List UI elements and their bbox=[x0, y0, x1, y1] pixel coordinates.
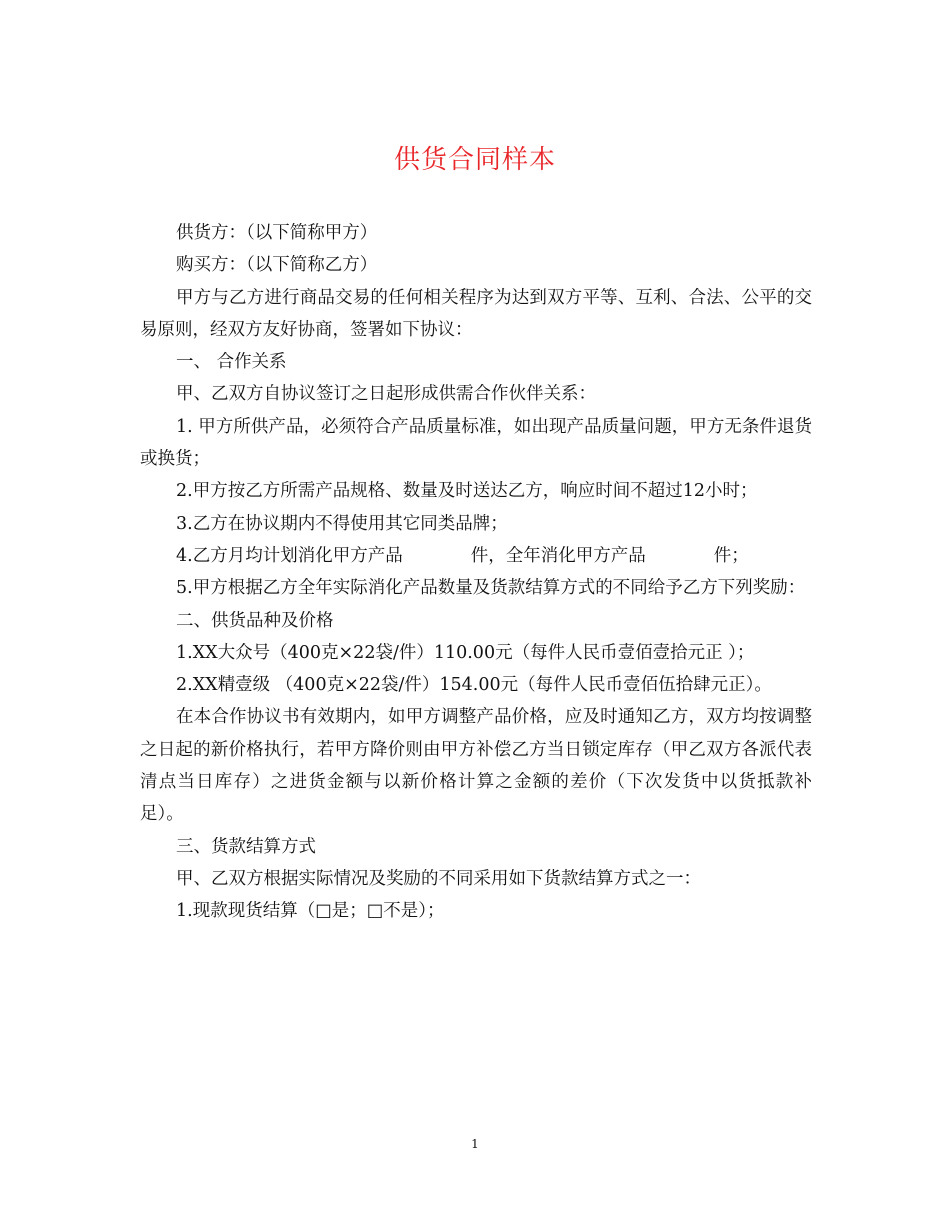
document-title: 供货合同样本 bbox=[393, 145, 556, 175]
page-number: 1 bbox=[471, 1137, 479, 1151]
item-4-part-c: 件； bbox=[713, 545, 749, 566]
section-2-heading: 二、供货品种及价格 bbox=[176, 610, 334, 631]
section-1-item-1: 1. 甲方所供产品，必须符合产品质量标准，如出现产品质量问题，甲方无条件退货或换货； bbox=[140, 416, 812, 470]
buyer-line: 购买方：（以下简称乙方） bbox=[176, 255, 378, 276]
item-4-part-a: 4.乙方月均计划消化甲方产品 bbox=[176, 545, 403, 566]
section-1-heading: 一、 合作关系 bbox=[176, 352, 287, 373]
section-3-heading: 三、货款结算方式 bbox=[176, 836, 316, 857]
section-1-lead: 甲、乙双方自协议签订之日起形成供需合作伙伴关系： bbox=[176, 384, 596, 405]
section-1-item-4 bbox=[140, 540, 812, 572]
supplier-line: 供货方：（以下简称甲方） bbox=[176, 223, 378, 243]
document-body bbox=[140, 217, 812, 928]
section-1-item-5: 5.甲方根据乙方全年实际消化产品数量及货款结算方式的不同给予乙方下列奖励： bbox=[176, 578, 806, 599]
section-2-item-2: 2.XX精壹级 （400克×22袋/件）154.00元（每件人民币壹佰伍拾肆元正）。 bbox=[176, 675, 772, 696]
section-2-item-1: 1.XX大众号（400克×22袋/件）110.00元（每件人民币壹佰壹拾元正 ）； bbox=[176, 642, 755, 663]
section-1-item-3: 3.乙方在协议期内不得使用其它同类品牌； bbox=[176, 513, 508, 534]
section-3-item-1: 1.现款现货结算（□是；□不是）； bbox=[176, 901, 445, 922]
section-1-item-2: 2.甲方按乙方所需产品规格、数量及时送达乙方，响应时间不超过12小时； bbox=[176, 481, 758, 502]
intro-paragraph: 甲方与乙方进行商品交易的任何相关程序为达到双方平等、互利、合法、公平的交易原则，经双方友好协商，签署如下协议： bbox=[140, 287, 812, 340]
item-4-part-b: 件，全年消化甲方产品 bbox=[470, 545, 646, 566]
section-3-lead: 甲、乙双方根据实际情况及奖励的不同采用如下货款结算方式之一： bbox=[176, 868, 701, 889]
section-2-price-note: 在本合作协议书有效期内，如甲方调整产品价格，应及时通知乙方，双方均按调整之日起的新价格执行，若甲方降价则由甲方补偿乙方当日锁定库存（甲乙双方各派代表清点当日库存）之进货金额与以新价格计算之金额的差价（下次发货中以货抵款补足）。 bbox=[140, 707, 812, 825]
